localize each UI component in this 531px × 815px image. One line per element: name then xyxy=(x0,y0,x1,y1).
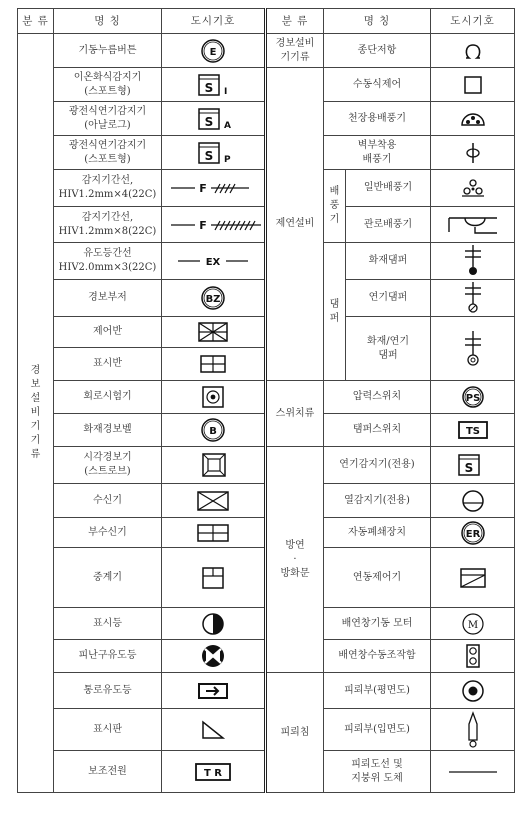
symbol-table-sheet xyxy=(17,8,515,793)
subcategory-fan: 배 풍 기 xyxy=(324,170,346,243)
interlock-controller-symbol xyxy=(431,548,515,608)
manual-control-symbol xyxy=(431,68,515,102)
ceiling-fan-symbol xyxy=(431,102,515,136)
svg-text:S: S xyxy=(464,461,473,475)
left-item-symbol xyxy=(162,608,266,640)
svg-text:A: A xyxy=(224,120,231,131)
left-item-name: 표시반 xyxy=(54,348,162,381)
left-item-name: 시각경보기 (스트로브) xyxy=(54,447,162,484)
left-item-symbol xyxy=(162,709,266,751)
name-smoke-vent-manual-box: 배연창수동조작함 xyxy=(324,640,431,673)
svg-text:EX: EX xyxy=(205,257,221,268)
name-terminal-resistor: 종단저항 xyxy=(324,34,431,68)
svg-text:PS: PS xyxy=(465,393,480,404)
left-item-symbol xyxy=(162,317,266,348)
smoke-vent-motor-symbol xyxy=(431,608,515,640)
left-item-symbol xyxy=(162,170,266,207)
left-item-symbol xyxy=(162,68,266,102)
left-item-name: 피난구유도등 xyxy=(54,640,162,673)
svg-text:S: S xyxy=(204,80,214,95)
name-interlock-controller: 연동제어기 xyxy=(324,548,431,608)
name-tamper-switch: 탬퍼스위치 xyxy=(324,414,431,447)
header-name-right: 명 칭 xyxy=(324,9,431,34)
header-category-right: 분 류 xyxy=(266,9,324,34)
left-item-name: 제어반 xyxy=(54,317,162,348)
left-item-name: 통로유도등 xyxy=(54,673,162,709)
name-smoke-vent-motor: 배연창기동 모터 xyxy=(324,608,431,640)
svg-text:I: I xyxy=(224,86,228,97)
subcategory-damper: 댐 퍼 xyxy=(324,243,346,381)
heat-detector-dedicated-symbol xyxy=(431,484,515,518)
left-item-symbol xyxy=(162,548,266,608)
svg-text:BZ: BZ xyxy=(205,294,221,305)
left-item-name: 중계기 xyxy=(54,548,162,608)
left-item-name: 광전식연기감지기 (아날로그) xyxy=(54,102,162,136)
name-rod-plan: 피뢰부(평면도) xyxy=(324,673,431,709)
category-fire-door: 방연 · 방화문 xyxy=(266,447,324,673)
left-item-name: 이온화식감지기 (스포트형) xyxy=(54,68,162,102)
name-pressure-switch: 압력스위치 xyxy=(324,381,431,414)
svg-text:S: S xyxy=(204,148,214,163)
wall-fan-symbol xyxy=(431,136,515,170)
table-row xyxy=(18,673,515,709)
left-item-name: 표시판 xyxy=(54,709,162,751)
left-item-symbol xyxy=(162,207,266,243)
name-general-fan: 일반배풍기 xyxy=(346,170,431,207)
symbol-table xyxy=(17,8,515,793)
svg-text:ER: ER xyxy=(465,528,480,540)
category-alarm: 경보설비 기기류 xyxy=(266,34,324,68)
name-fire-smoke-damper: 화재/연기 댐퍼 xyxy=(346,317,431,381)
rod-plan-symbol xyxy=(431,673,515,709)
svg-text:T R: T R xyxy=(203,767,223,779)
svg-text:E: E xyxy=(209,46,217,58)
fire-damper-symbol xyxy=(431,243,515,280)
table-row xyxy=(18,68,515,102)
smoke-damper-symbol xyxy=(431,280,515,317)
name-wall-fan: 벽부착용 배풍기 xyxy=(324,136,431,170)
left-item-name: 기동누름버튼 xyxy=(54,34,162,68)
pressure-switch-symbol xyxy=(431,381,515,414)
svg-text:F: F xyxy=(199,218,207,232)
svg-text:S: S xyxy=(204,114,214,129)
left-item-symbol xyxy=(162,414,266,447)
left-item-symbol xyxy=(162,518,266,548)
left-item-name: 감지기간선, HIV1.2mm×8(22C) xyxy=(54,207,162,243)
left-item-symbol xyxy=(162,348,266,381)
left-item-name: 감지기간선, HIV1.2mm×4(22C) xyxy=(54,170,162,207)
category-lightning-rod: 피뢰침 xyxy=(266,673,324,793)
left-item-symbol xyxy=(162,640,266,673)
left-item-name: 회로시험기 xyxy=(54,381,162,414)
left-item-name: 경보부저 xyxy=(54,280,162,317)
left-item-name: 보조전원 xyxy=(54,751,162,793)
table-row xyxy=(18,381,515,414)
left-item-name: 수신기 xyxy=(54,484,162,518)
left-item-name: 광전식연기감지기 (스포트형) xyxy=(54,136,162,170)
svg-text:TS: TS xyxy=(465,426,480,437)
table-row xyxy=(18,34,515,68)
svg-text:B: B xyxy=(209,426,217,437)
left-item-symbol xyxy=(162,673,266,709)
general-fan-symbol xyxy=(431,170,515,207)
left-item-symbol xyxy=(162,751,266,793)
left-item-name: 표시등 xyxy=(54,608,162,640)
svg-text:M: M xyxy=(467,619,478,631)
name-manual-control: 수동식제어 xyxy=(324,68,431,102)
svg-text:P: P xyxy=(224,154,231,165)
left-item-name: 화재경보벨 xyxy=(54,414,162,447)
name-rod-elevation: 피뢰부(입면도) xyxy=(324,709,431,751)
left-item-symbol xyxy=(162,136,266,170)
table-row xyxy=(18,447,515,484)
name-heat-detector-dedicated: 열감지기(전용) xyxy=(324,484,431,518)
left-item-symbol xyxy=(162,102,266,136)
svg-text:F: F xyxy=(199,182,207,195)
header-row xyxy=(18,9,515,34)
conductor-symbol xyxy=(431,751,515,793)
name-duct-fan: 관로배풍기 xyxy=(346,207,431,243)
rod-elevation-symbol xyxy=(431,709,515,751)
header-category-left: 분 류 xyxy=(18,9,54,34)
name-conductor: 피뢰도선 및 지붕위 도체 xyxy=(324,751,431,793)
category-smoke-control: 제연설비 xyxy=(266,68,324,381)
left-item-symbol xyxy=(162,381,266,414)
header-name-left: 명 칭 xyxy=(54,9,162,34)
tamper-switch-symbol xyxy=(431,414,515,447)
left-item-symbol xyxy=(162,34,266,68)
terminal-resistor-symbol xyxy=(431,34,515,68)
fire-smoke-damper-symbol xyxy=(431,317,515,381)
auto-closer-symbol xyxy=(431,518,515,548)
name-smoke-damper: 연기댐퍼 xyxy=(346,280,431,317)
left-item-symbol xyxy=(162,447,266,484)
header-symbol-left: 도시기호 xyxy=(162,9,266,34)
left-item-name: 유도등간선 HIV2.0mm×3(22C) xyxy=(54,243,162,280)
left-item-symbol xyxy=(162,484,266,518)
left-item-name: 부수신기 xyxy=(54,518,162,548)
smoke-detector-dedicated-symbol xyxy=(431,447,515,484)
name-smoke-detector-dedicated: 연기감지기(전용) xyxy=(324,447,431,484)
left-item-symbol xyxy=(162,243,266,280)
category-switches: 스위치류 xyxy=(266,381,324,447)
header-symbol-right: 도시기호 xyxy=(431,9,515,34)
name-ceiling-fan: 천장용배풍기 xyxy=(324,102,431,136)
name-fire-damper: 화재댐퍼 xyxy=(346,243,431,280)
smoke-vent-manual-box-symbol xyxy=(431,640,515,673)
duct-fan-symbol xyxy=(431,207,515,243)
left-item-symbol xyxy=(162,280,266,317)
name-auto-closer: 자동폐쇄장치 xyxy=(324,518,431,548)
category-alarm-equipment: 경 보 설 비 기 기 류 xyxy=(18,34,54,793)
